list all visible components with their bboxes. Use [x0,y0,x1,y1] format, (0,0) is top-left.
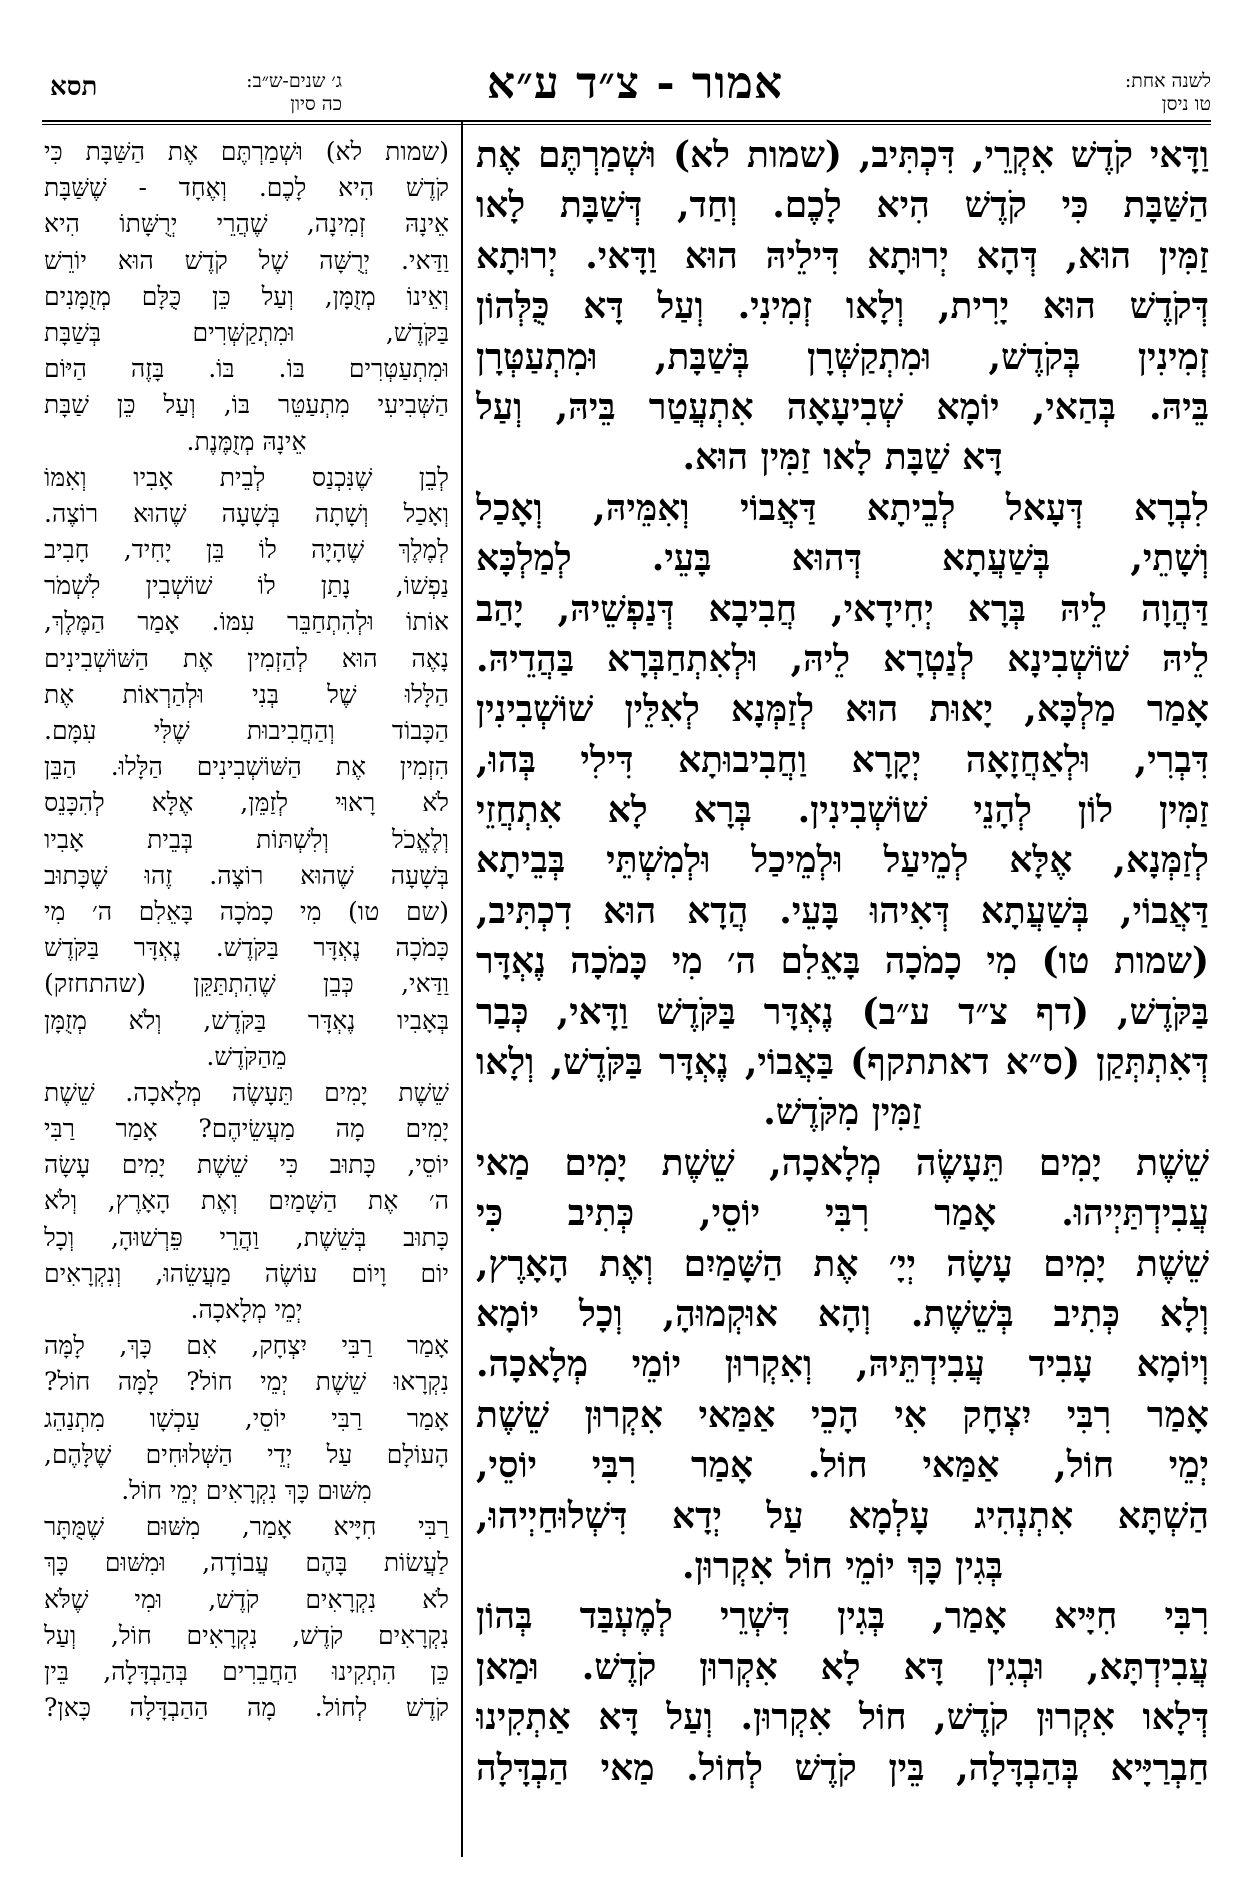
main-text-line: וַדָּאי קֹדֶשׁ אִקְרֵי, דִּכְתִּיב, (שמות לא) וּשְׁמַרְתֶּם אֶת [476,134,1209,176]
translation-line: אֵינָהּ זְמִינָה, שֶׁהֲרֵי יְרֻשָּׁתוֹ הִיא [44,209,449,239]
main-text-line: לֵיהּ שׁוֹשְׁבִינָא לְנַטְרָא לֵיהּ, וּלְאִתְחַבְּרָא בַּהֲדֵיהּ. [476,637,1209,680]
translation-line: לְבֵן שֶׁנִּכְנַס לְבֵית אָבִיו וְאִמּוֹ [44,462,449,492]
translation-line: לֹא נִקְרָאִים קֹדֶשׁ, וּמִי שֶׁלֹּא [44,1584,449,1614]
translation-line: רַבִּי חִיָּיא אָמַר, מִשּׁוּם שֶׁמֻּתָּר [44,1512,449,1542]
main-text-line: אָמַר רִבִּי יִצְחָק אִי הָכֵי אַמַּאי אִקְרוּן שֵׁשֶׁת [476,1393,1209,1436]
main-text-line: זַמִּין לוֹן לְהָנֵי שׁוֹשְׁבִינִין. בְּרָא לָא אִתְחֲזֵי [476,789,1209,832]
main-text-line: הַשַּׁבָּת כִּי קֹדֶשׁ הִיא לָכֶם. וְחַד, דְּשַׁבָּת לָאו [476,184,1209,227]
translation-line: וְאֵינוֹ מְזֻמָּן, וְעַל כֵּן כֻּלָּם מְזֻמָּנִים [44,281,449,311]
main-text-line: (שמות טו) מִי כָמֹכָה בָּאֵלִם ה׳ מִי כָּמֹכָה נֶאְדָּר [476,940,1209,983]
translation-line: נַפְשׁוֹ, נָתַן לוֹ שׁוֹשְׁבִין לִשְׁמֹר [44,571,449,601]
translation-line: וְאָכַל וְשָׁתָה בְּשָׁעָה שֶׁהוּא רוֹצֶה. [44,498,449,528]
translation-line: הַשְּׁבִיעִי מִתְעַטֵּר בּוֹ, וְעַל כֵּן שַׁבָּת [44,390,449,420]
header-rule [42,120,1211,122]
translation-line: בְּאָבִיו נֶאְדָּר בַּקֹּדֶשׁ, וְלֹא מְזֻמָּן [44,1005,449,1035]
translation-line: וּמִתְעַטְּרִים בּוֹ. בּוֹ. בָּזֶה הַיּוֹם [44,354,449,384]
main-text-line: עֲבִידְתָּא, וּבְגִין דָּא לָא אִקְרוּן קֹדֶשׁ. וּמַאן [476,1645,1209,1688]
translation-line: נִקְרָאוּ שֵׁשֶׁת יְמֵי חוֹל? לָמָּה חוֹל? [44,1367,449,1397]
translation-line: בְּשָׁעָה שֶׁהוּא רוֹצֶה. זֶהוּ שֶׁכָּתוּב [44,860,449,890]
translation-line: כָּמֹכָה נֶאְדָּר בַּקֹּדֶשׁ. נֶאְדָּר בַּקֹּדֶשׁ [44,933,449,963]
translation-line: (שם טו) מִי כָמֹכָה בָּאֵלִם ה׳ מִי [44,896,449,926]
translation-line: נִקְרָאִים קֹדֶשׁ, נִקְרָאִים חוֹל, וְעַל [44,1620,449,1650]
main-text-line: דְּקֹדֶשׁ הוּא יָרִית, וְלָאו זְמִינִי. וְעַל דָּא כֻּלְּהוֹן [476,285,1209,328]
main-text-line: דַּאֲבוֹי, בְּשַׁעֲתָא דְּאִיהוּ בָּעֵי. הֲדָא הוּא דִכְתִּיב, [476,889,1209,932]
main-text-line: זַמִּין הוּא, דְּהָא יְרוּתָא דִּילֵיהּ הוּא וַדָּאי. יְרוּתָא [476,234,1209,277]
translation-line: לֹא רָאוּי לְזַמֵּן, אֶלָּא לְהִכָּנֵס [44,788,449,818]
main-text-line: חַבְרַיָּיא בְּהַבְדָּלָה, בֵּין קֹדֶשׁ לְחוֹל. מַאי הַבְדָּלָה [476,1746,1209,1789]
translation-line: קֹדֶשׁ הִיא לָכֶם. וְאֶחָד - שֶׁשַּׁבָּת [44,173,449,203]
main-text-line: דְּאִתְתְּקַן (ס״א דאתתקף) בַּאֲבוֹי, נֶאְדָּר בַּקֹּדֶשׁ, וְלָאו [476,1041,1209,1084]
translation-line: מִשּׁוּם כָּךְ נִקְרָאִים יְמֵי חוֹל. [121,1475,372,1505]
translation-line: אָמַר רַבִּי יוֹסֵי, עַכְשָׁו מִתְנַהֵג [44,1403,449,1433]
translation-line: נָאֶה הוּא לְהַזְמִין אֶת הַשּׁוֹשְׁבִינִים [44,643,449,673]
main-text-line: לִבְרָא דְּעָאל לְבֵיתָא דַּאֲבוֹי וְאִמֵּיהּ, וְאָכַל [476,486,1209,529]
translation-line: יָמִים מָה מַעֲשֵׂיהֶם? אָמַר רַבִּי [44,1114,449,1144]
main-text-line: דַּהֲוָה לֵיהּ בְּרָא יְחִידָאי, חֲבִיבָא דְּנַפְשֵׁיהּ, יָהַב [476,587,1209,630]
translation-line: כָּתוּב בְּשֵׁשֶׁת, וַהֲרֵי פֵּרְשׁוּהָ, וְכָל [44,1222,449,1252]
translation-line: הַלָּלוּ שֶׁל בְּנִי וּלְהַרְאוֹת אֶת [44,679,449,709]
main-text-line: וְלָא כְּתִיב בְּשֵׁשֶׁת. וְהָא אוּקְמוּהָ, וְכָל יוֹמָא [476,1292,1209,1335]
page-title: אמור - צ״ד ע״א [486,58,784,109]
main-text-line: יְמֵי חוֹל, אַמַּאי חוֹל. אָמַר רִבִּי יוֹסֵי, [476,1444,1209,1487]
translation-line: (שמות לא) וּשְׁמַרְתֶּם אֶת הַשַּׁבָּת כִּי [44,137,449,166]
main-text-line: בֵּיהּ. בְּהַאי, יוֹמָא שְׁבִיעָאָה אִתְעֲטַר בֵּיהּ, וְעַל [476,385,1209,428]
translation-line: אוֹתוֹ וּלְהִתְחַבֵּר עִמּוֹ. אָמַר הַמֶּלֶךְ, [44,607,449,637]
header-left-top: ג׳ שנים-ש״ב: [246,70,342,92]
main-text-line: עֲבִידְתַּיְיהוּ. אָמַר רִבִּי יוֹסֵי, כְּתִיב כִּי [476,1192,1209,1235]
translation-line: יוֹם וָיוֹם עוֹשֶׂה מַעֲשֵׂהוּ, וְנִקְרָאִים [44,1258,449,1288]
translation-line: אֵינָהּ מְזֻמֶּנֶת. [186,426,307,456]
column-divider [461,122,463,1857]
main-text-line: זְמִינִין בְּקֹדֶשׁ, וּמִתְקַשְּׁרָן בְּשַׁבָּת, וּמִתְעַטְּרָן [476,335,1209,378]
main-text-line: לְזַמְּנָא, אֶלָּא לְמֵיעַל וּלְמֵיכַל וּלְמִשְׁתֵּי בְּבֵיתָא [476,839,1209,882]
main-text-line: דִּבְרִי, וּלְאַחֲזָאָה יְקָרָא וַחֲבִיבוּתָא דִּילִי בְּהוּ, [476,738,1209,781]
translation-line: יוֹסֵי, כָּתוּב כִּי שֵׁשֶׁת יָמִים עָשָׂה [44,1150,449,1180]
main-text-line: רִבִּי חִיָּיא אָמַר, בְּגִין דִּשְׁרֵי לְמֶעְבַּד בְּהוֹן [476,1595,1209,1638]
main-text-line: שֵׁשֶׁת יָמִים תֵּעָשֶׂה מְלָאכָה, שֵׁשֶׁת יָמִים מַאי [476,1141,1209,1184]
translation-line: הִזְמִין אֶת הַשּׁוֹשְׁבִינִים הַלָּלוּ. הַבֵּן [44,752,449,782]
main-text-line: בְּגִין כָּךְ יוֹמֵי חוֹל אִקְרוּן. [681,1544,1004,1587]
main-text-line: בַּקֹּדֶשׁ, (דף צ״ד ע״ב) נֶאְדָּר בַּקֹּדֶשׁ וַדָּאי, כְּבַר [476,990,1209,1033]
folio-number: תסא [50,72,98,102]
main-text-line: זַמִּין מִקֹּדֶשׁ. [763,1091,922,1134]
main-text-line: וְשָׁתֵי, בְּשַׁעֲתָא דְּהוּא בָּעֵי. לְמַלְכָּא [476,537,1209,580]
translation-line: לְמֶלֶךְ שֶׁהָיָה לוֹ בֵּן יָחִיד, חָבִיב [44,535,449,565]
main-text-line: אָמַר מַלְכָּא, יָאוּת הוּא לְזַמְּנָא לְאִלֵּין שׁוֹשְׁבִינִין [476,688,1209,731]
main-text-line: שֵׁשֶׁת יָמִים עָשָׂה יְיָ׳ אֶת הַשָּׁמַיִם וְאֶת הָאָרֶץ, [476,1242,1209,1285]
main-text-line: דְּלָאו אִקְרוּן קֹדֶשׁ, חוֹל אִקְרוּן. וְעַל דָּא אַתְקִינוּ [476,1696,1209,1739]
header-rule-thin [42,124,1211,125]
header-right-top: לשנה אחת: [1124,70,1211,92]
main-text-line: דָּא שַׁבָּת לָאו זַמִּין הוּא. [682,436,1003,479]
main-text-column [476,130,1209,1860]
translation-line: וְלֶאֱכֹל וְלִשְׁתּוֹת בְּבֵית אָבִיו [44,824,449,854]
translation-line: לַעֲשׂוֹת בָּהֶם עֲבוֹדָה, וּמִשּׁוּם כָּךְ [44,1548,449,1578]
translation-line: בַּקֹּדֶשׁ, וּמִתְקַשְּׁרִים בְּשַׁבָּת [44,317,449,347]
translation-line: יְמֵי מְלָאכָה. [190,1295,303,1324]
translation-line: שֵׁשֶׁת יָמִים תֵּעָשֶׂה מְלָאכָה. שֵׁשֶׁת [44,1077,449,1107]
translation-line: כֵּן הִתְקִינוּ הַחֲבֵרִים בְּהַבְדָּלָה, בֵּין [44,1656,449,1686]
translation-line: וַדַּאי, כְּבֵן שֶׁהִתְתַּקֵּן (שהתחזק) [44,969,449,999]
main-text-line: הַשְׁתָּא אִתְנְהִיג עָלְמָא עַל יְדָא דִּשְׁלוּחַיְיהוּ, [476,1494,1209,1537]
translation-line: קֹדֶשׁ לְחוֹל. מָה הַהַבְדָּלָה כָּאן? [44,1693,449,1723]
translation-line: וַדַּאי. יְרֻשָּׁה שֶׁל קֹדֶשׁ הוּא יוֹרֵשׁ [44,245,449,275]
translation-line: מֵהַקֹּדֶשׁ. [206,1041,287,1071]
header-left-bottom: כה סיון [290,93,342,115]
translation-line: ה׳ אֶת הַשָּׁמַיִם וְאֶת הָאָרֶץ, וְלֹא [44,1186,449,1216]
main-text-line: וְיוֹמָא עָבִיד עֲבִידְתֵּיהּ, וְאִקְרוּן יוֹמֵי מְלָאכָה. [476,1343,1209,1386]
translation-line: הַכָּבוֹד וְהַחֲבִיבוּת שֶׁלִּי עִמָּם. [44,716,449,745]
translation-column [44,134,449,1864]
translation-line: אָמַר רַבִּי יִצְחָק, אִם כָּךְ, לָמָּה [44,1331,449,1361]
header-right-bottom: טו ניסן [1161,93,1211,115]
translation-line: הָעוֹלָם עַל יְדֵי הַשְּׁלוּחִים שֶׁלָּהֶם, [44,1439,449,1469]
